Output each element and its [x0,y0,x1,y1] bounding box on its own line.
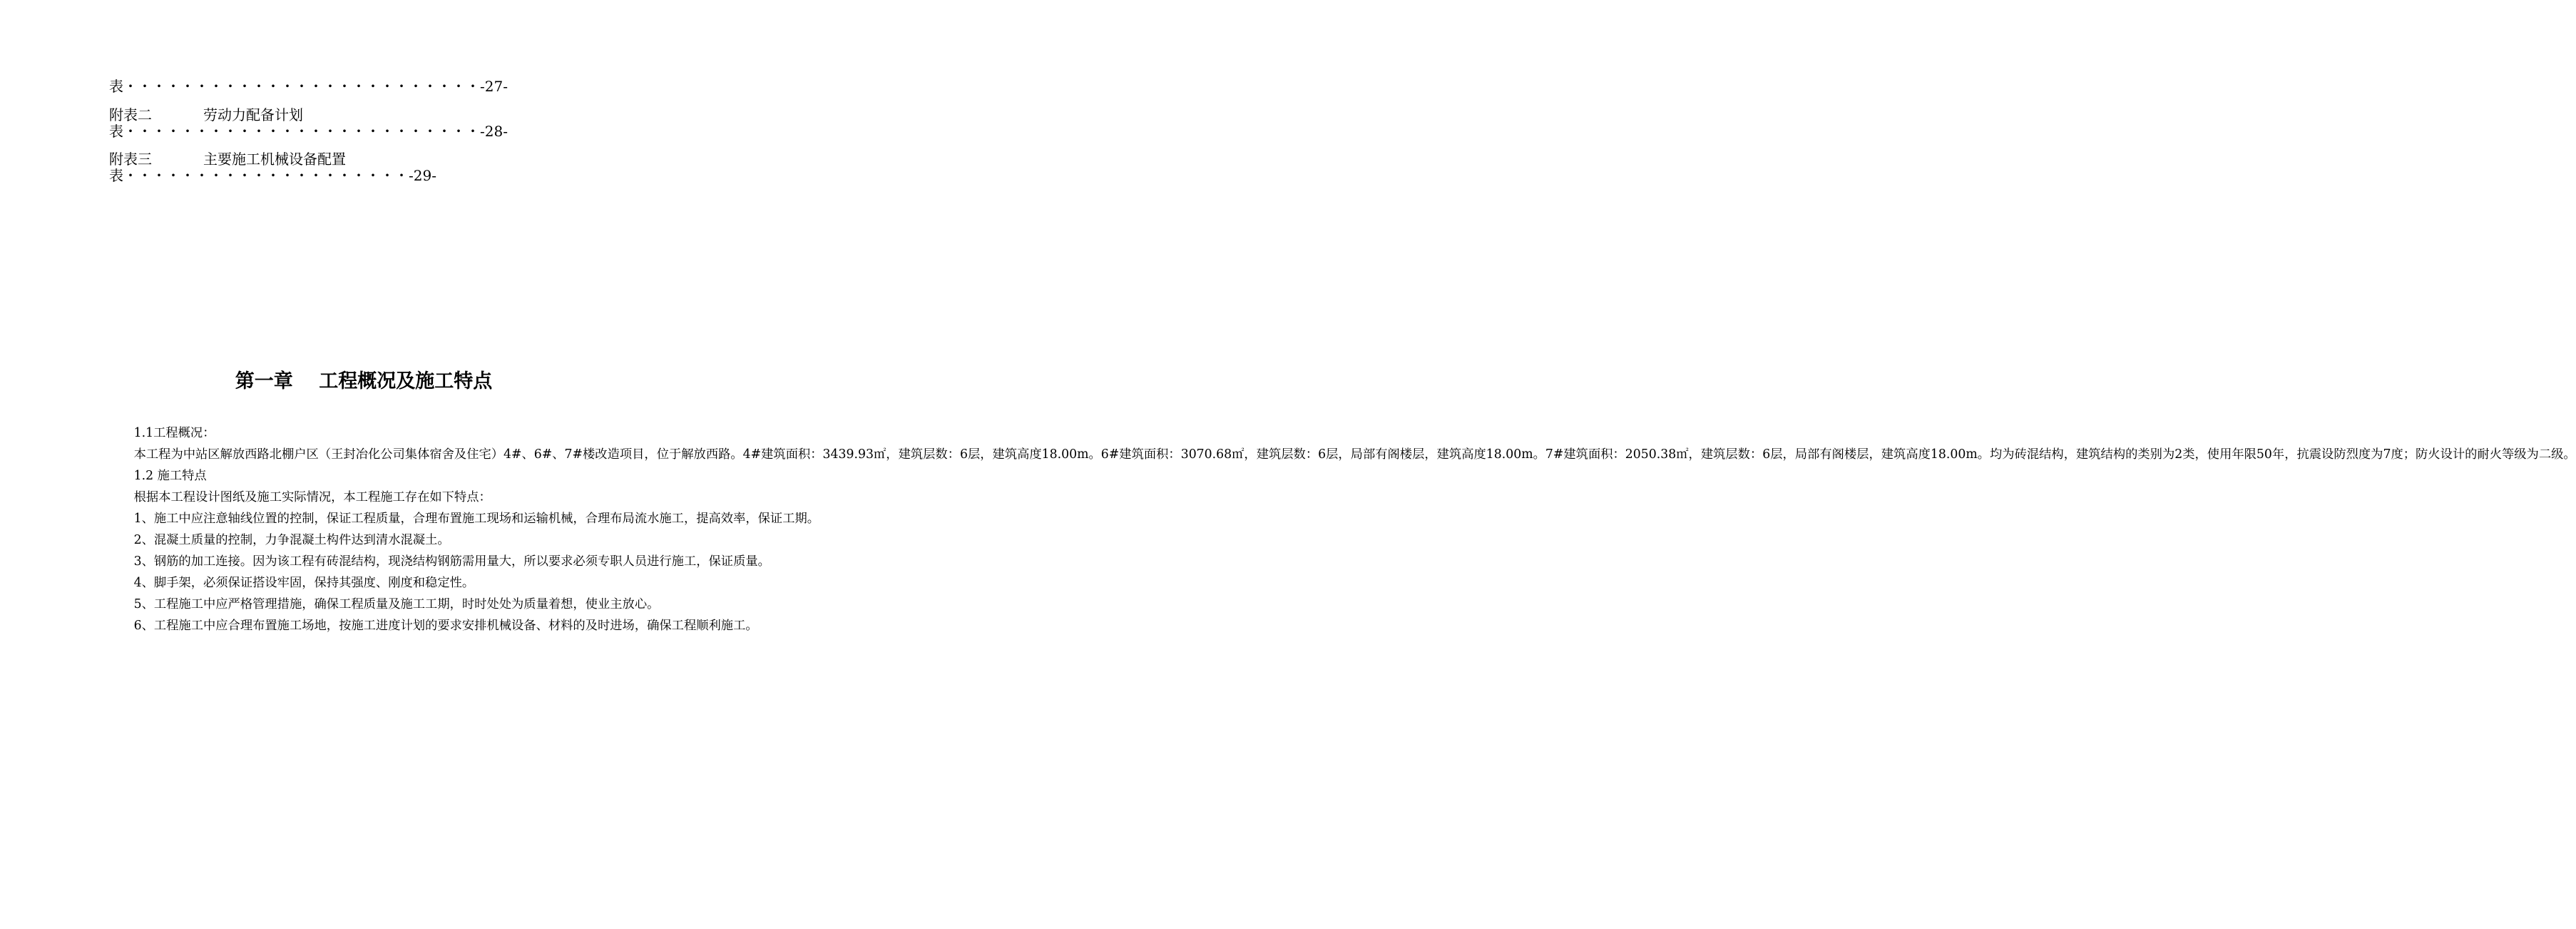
chapter-body [109,422,2576,636]
toc-entry-tail: 表・・・・・・・・・・・・・・・・・・・・・・・・・-28- [109,123,508,140]
toc-entry-label: 附表三 [109,151,152,168]
list-item: 1、施工中应注意轴线位置的控制，保证工程质量，合理布置施工现场和运输机械，合理布局流水施工，提高效率，保证工期。 [133,512,820,526]
section-paragraph: 根据本工程设计图纸及施工实际情况，本工程施工存在如下特点： [133,490,491,504]
toc-entry-label: 附表二 [109,106,152,123]
list-item: 2、混凝土质量的控制，力争混凝土构件达到清水混凝土。 [133,533,450,547]
toc-entry-27-tail: 表・・・・・・・・・・・・・・・・・・・・・・・・・-27- [109,78,508,95]
section-heading: 1.1工程概况： [133,426,215,440]
list-item: 3、钢筋的加工连接。因为该工程有砖混结构，现浇结构钢筋需用量大，所以要求必须专职人员进行施工，保证质量。 [133,554,770,569]
section-heading: 1.2 施工特点 [133,469,207,483]
toc-entry-title: 主要施工机械设备配置 [203,151,346,168]
list-item: 6、工程施工中应合理布置施工场地，按施工进度计划的要求安排机械设备、材料的及时进场，确保工程顺利施工。 [133,619,758,633]
toc-entry-tail: 表・・・・・・・・・・・・・・・・・・・・-29- [109,167,436,184]
list-item: 5、工程施工中应严格管理措施，确保工程质量及施工工期，时时处处为质量着想，使业主放心。 [133,597,660,611]
chapter-title: 第一章 工程概况及施工特点 [235,370,493,392]
list-item: 4、脚手架，必须保证搭设牢固，保持其强度、刚度和稳定性。 [133,576,475,590]
section-paragraph: 本工程为中站区解放西路北棚户区（王封冶化公司集体宿舍及住宅）4#、6#、7#楼改造项目，位于解放西路。4#建筑面积：3439.93㎡，建筑层数：6层，建筑高度18.00m。6#建筑面积：3070.68㎡，建筑层数：6层，局部有阁楼层，建筑高度18.00m。7#建筑面积：2050.38㎡，建筑层数：6层，局部有阁楼层，建筑高度18.00m。均为砖混结构，建筑结构的类别为2类，使用年限50年，抗震设防烈度为7度；防火设计的耐火等级为二级。 [133,447,2576,462]
toc-entry-title: 劳动力配备计划 [203,106,303,123]
